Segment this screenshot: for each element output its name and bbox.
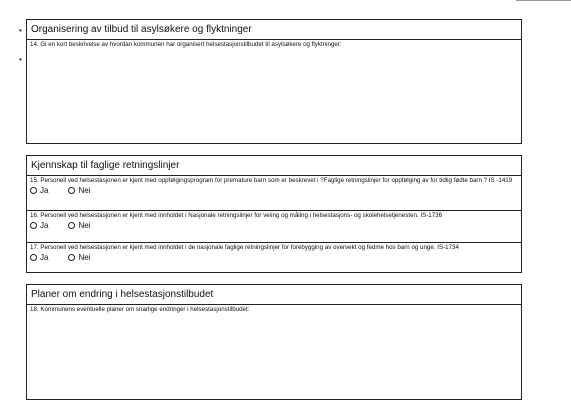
section-title: Kjennskap til faglige retningslinjer — [27, 156, 521, 176]
radio-circle-icon — [30, 222, 37, 229]
radio-ja[interactable]: Ja — [30, 221, 48, 230]
question-15-label: 15. Personell ved helsestasjonen er kjent med oppfølgingsprogram for premature barn som er beskrevet i ?Faglige retningslinjer for oppfølging av for tidlig fødte barn ? IS -1419 — [30, 177, 513, 184]
question-17-options — [27, 252, 521, 263]
section-title: Planer om endring i helsestasjonstilbudet — [27, 285, 521, 305]
radio-nei[interactable]: Nei — [68, 186, 90, 195]
section-title: Organisering av tilbud til asylsøkere og flyktninger — [27, 20, 521, 40]
top-rule — [516, 0, 571, 1]
question-15-options — [27, 185, 521, 196]
radio-circle-icon — [68, 222, 75, 229]
question-16 — [27, 211, 521, 243]
radio-circle-icon — [68, 187, 75, 194]
section-organisering — [26, 19, 522, 144]
radio-nei[interactable]: Nei — [68, 221, 90, 230]
question-15 — [27, 176, 521, 211]
question-14-label: 14. Gi en kort beskrivelse av hvordan kommunen har organisert helsestasjonstilbudet til asylsøkere og flyktninger: — [30, 41, 342, 48]
radio-nei[interactable]: Nei — [68, 253, 90, 262]
radio-circle-icon — [30, 254, 37, 261]
answer-18-area[interactable] — [27, 315, 521, 399]
question-17-label: 17. Personell ved helsestasjonen er kjent med innholdet i de nasjonale faglige retningslinjer for forebygging av overvekt og fedme hos barn og unge. IS-1734 — [30, 244, 459, 251]
radio-circle-icon — [68, 254, 75, 261]
question-18-label: 18. Kommunens eventuelle planer om snarlige endringer i helsestasjonstilbudet: — [30, 306, 250, 313]
margin-dot: • — [19, 26, 22, 35]
question-17 — [27, 243, 521, 274]
radio-ja[interactable]: Ja — [30, 186, 48, 195]
question-16-options — [27, 220, 521, 231]
question-16-label: 16. Personell ved helsestasjonen er kjent med innholdet i Nasjonale retningslinjer for veiing og måling i helsestasjons- og skolehelsetjenesten. IS-1736 — [30, 212, 443, 219]
radio-ja[interactable]: Ja — [30, 253, 48, 262]
margin-dot: • — [19, 55, 22, 64]
radio-circle-icon — [30, 187, 37, 194]
answer-14-area[interactable] — [27, 50, 521, 143]
section-retningslinjer — [26, 155, 522, 273]
section-planer — [26, 284, 522, 400]
